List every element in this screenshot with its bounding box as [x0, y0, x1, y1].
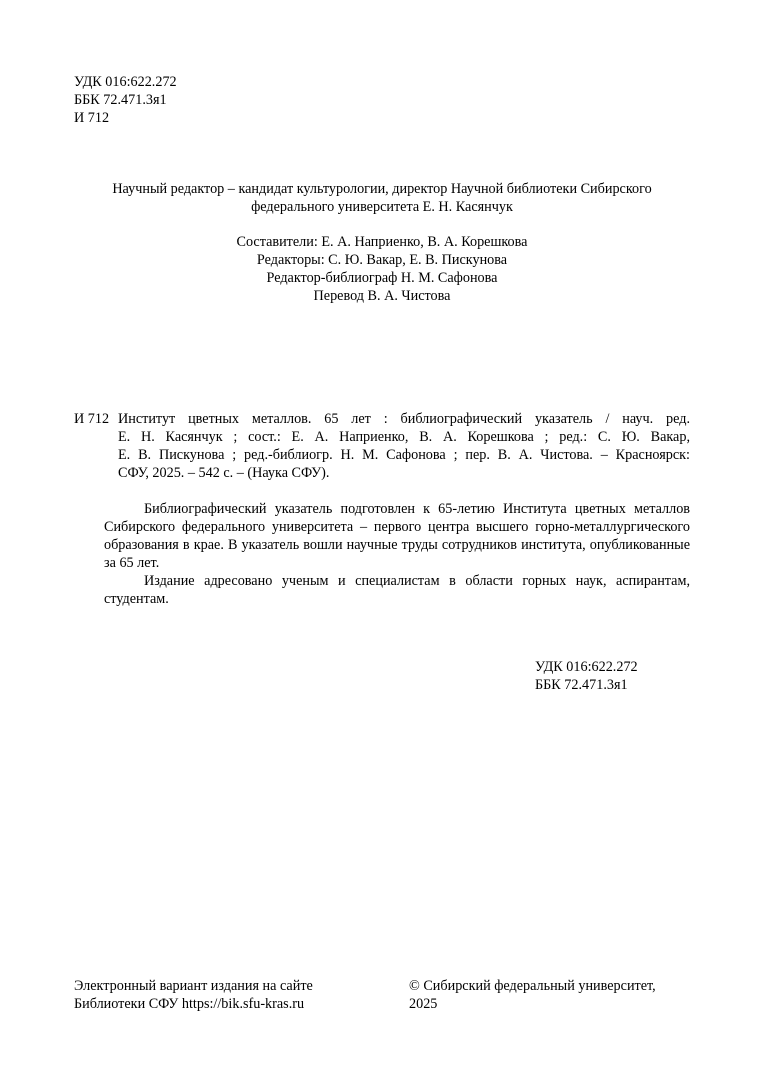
copyright-notice: [409, 977, 656, 1013]
bbk-code: ББК 72.471.3я1: [535, 677, 628, 693]
bib-record-line: Е. Н. Касянчук ; сост.: Е. А. Наприенко, В. А. Корешкова ; ред.: С. Ю. Вакар,: [118, 429, 690, 445]
copyright-line: © Сибирский федеральный университет,: [409, 978, 656, 994]
udk-code: УДК 016:622.272: [535, 659, 638, 675]
bib-record-line: СФУ, 2025. – 542 с. – (Наука СФУ).: [118, 465, 330, 481]
electronic-version-note: [74, 977, 313, 1013]
annotation: [104, 500, 690, 608]
editors-credit: Редакторы: С. Ю. Вакар, Е. В. Пискунова: [256, 252, 508, 268]
scientific-editor-note: [74, 180, 690, 216]
credits-block: [74, 233, 690, 305]
electronic-note-line: Библиотеки СФУ https://bik.sfu-kras.ru: [74, 996, 305, 1012]
udk-code: УДК 016:622.272: [74, 74, 177, 90]
electronic-note-line: Электронный вариант издания на сайте: [74, 978, 313, 994]
editor-note-line: Научный редактор – кандидат культурологии, директор Научной библиотеки Сибирского: [112, 181, 652, 197]
bottom-classification-codes: [535, 658, 638, 694]
annotation-paragraph: Библиографический указатель подготовлен к 65-летию Института цветных металлов Сибирского федерального университета – первого центра высшего горно-металлургического образования в крае. В указатель вошли научные труды сотрудников института, опубликованные за 65 лет.: [104, 501, 690, 571]
bib-record-line: Институт цветных металлов. 65 лет : библиографический указатель / науч. ред.: [118, 411, 690, 427]
compilers-credit: Составители: Е. А. Наприенко, В. А. Корешкова: [236, 234, 528, 250]
translator-credit: Перевод В. А. Чистова: [313, 288, 451, 304]
bbk-code: ББК 72.471.3я1: [74, 92, 167, 108]
annotation-paragraph: Издание адресовано ученым и специалистам в области горных наук, аспирантам, студентам.: [104, 573, 690, 607]
bibliographer-credit: Редактор-библиограф Н. М. Сафонова: [266, 270, 498, 286]
copyright-line: 2025: [409, 996, 438, 1012]
top-classification-codes: [74, 73, 177, 127]
bibliographic-record: [118, 410, 690, 482]
bib-record-line: Е. В. Пискунова ; ред.-библиогр. Н. М. Сафонова ; пер. В. А. Чистова. – Красноярск:: [118, 447, 690, 463]
author-mark: И 712: [74, 110, 110, 126]
editor-note-line: федерального университета Е. Н. Касянчук: [251, 199, 513, 215]
bibliographic-index: И 712: [74, 411, 110, 427]
